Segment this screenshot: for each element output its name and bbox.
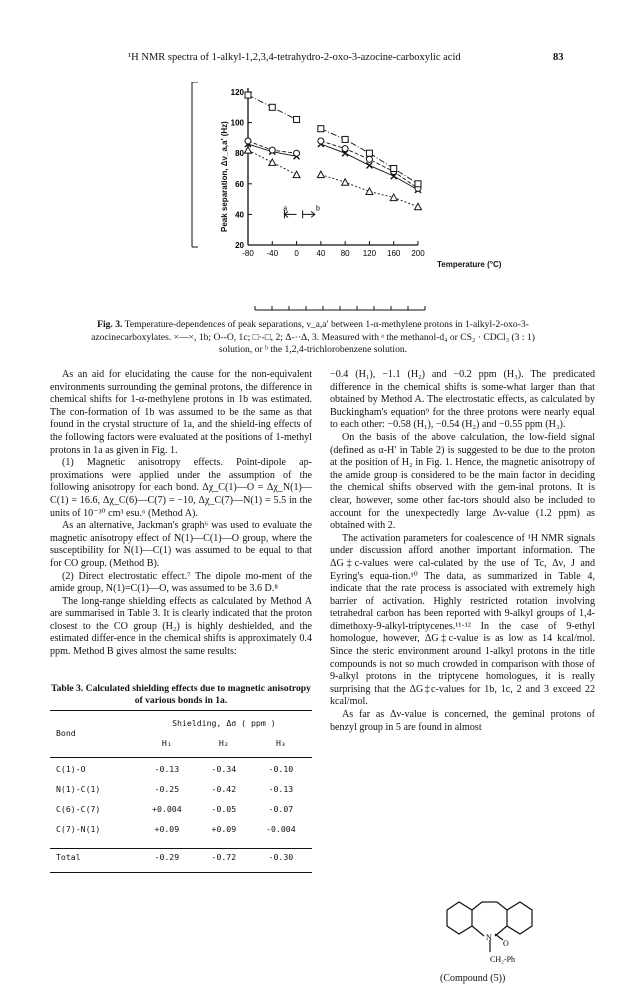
figure-caption-text: Temperature-dependences of peak separations, ν_a,a′ between 1-α-methylene protons in 1-alkyl-2-oxo-3-azocinecarboxylates. ×—×, 1b; O--O, 1c; □·-□, 2; Δ-··Δ, 3. Measured with ᵃ the methanol-d₄ or CS₂ · CDCl₃ (3 : 1) solution, or ᵇ the 1,2,4-trichlorobenzene solution. [91,319,535,355]
table-row [50,799,312,819]
data-point-square [342,136,348,142]
nitrogen-label: N [486,933,492,942]
data-point-circle [269,147,275,153]
data-point-circle [294,150,300,156]
bond [497,902,507,910]
y-tick-label: 100 [230,118,244,128]
right-column [330,369,595,734]
bond [472,902,482,910]
data-point-circle [342,146,348,152]
table-total-row [50,847,312,867]
value-cell: -0.10 [268,764,294,774]
paragraph: On the basis of the above calculation, the low-field signal (defined as α-H′ in Table 2) is suggested to be due to the proton at the position of H₂ in Fig. 1. Hence, the magnetic anisotropy of the amide group is considered to be the main factor in deciding the chemical shifts observed with the gem-inal protons. It is clear, however, some other fac-tors should also be included to account for the unexpectedly large Δν-value (1.2 ppm) as obtained with 2. [330,431,595,532]
annotation-b-label: b [316,205,320,213]
bond-cell: C(6)-C(7) [56,804,101,814]
temperature-dependence-chart [180,82,430,337]
oxygen-label: O [503,939,509,948]
table-top-rule [50,710,312,711]
value-cell: -0.05 [211,804,237,814]
right-benzene-ring [507,902,532,934]
shielding-table [50,713,312,867]
value-cell: +0.09 [211,824,237,834]
data-point-square [391,166,397,172]
x-tick-label: 160 [387,249,401,258]
paragraph: −0.4 (H₁), −1.1 (H₂) and −0.2 ppm (H₃). The predicated difference in the chemical shifts is some-what larger than that obtained by Method A. The electrostatic effects, as calculated by Buckingham's equation⁹ for the three protons were nearly equal to each other: −0.58 (H₁), −0.54 (H₂) and −0.55 ppm (H₃). [330,369,595,431]
chart-y-axis-label: Peak separation, Δν_a,a′ (Hz) [220,121,229,232]
table-row [50,779,312,799]
benzyl-label: CH₂-Ph [490,955,516,964]
table-bottom-rule [50,872,312,873]
total-cell: -0.30 [268,852,294,862]
paragraph: (2) Direct electrostatic effect.⁷ The dipole mo-ment of the amide group, N(1)=C(1)—O, was assumed to be 3.6 D.⁸ [50,570,312,595]
table-caption: Table 3. Calculated shielding effects due to magnetic anisotropy of various bonds in 1a. [51,683,311,706]
data-point-triangle [269,159,276,166]
value-cell: +0.004 [152,804,182,814]
bond [472,926,484,936]
data-point-square [245,92,251,98]
bond-cell: N(1)-C(1) [56,784,101,794]
x-tick-label: 0 [294,249,299,258]
table-header-rule [50,757,312,758]
bond-cell: C(7)-N(1) [56,824,101,834]
data-point-square [366,150,372,156]
paragraph: The long-range shielding effects as calculated by Method A are summarised in Table 3. It is clearly indicated that the proton closest to the CO group (H₂) is highly deshielded, and the estimated differ-ence in the chemical shifts is approximately 0.4 ppm. Method B gives almost the same results: [50,595,312,658]
x-tick-label: -40 [266,249,279,258]
left-column [50,369,312,659]
data-point-triangle [366,188,373,195]
paragraph: As an alternative, Jackman's graph⁶ was used to evaluate the magnetic anisotropy effect of N(1)—C(1)—O group, where the susceptibility for N(1)—C(1) was assumed to be equal to that for CO group. (Method B). [50,520,312,569]
annotation-b-arrow [303,210,315,218]
data-point-square [318,126,324,132]
y-tick-label: 20 [235,241,244,250]
y-tick-label: 40 [235,210,244,220]
paragraph: As far as Δν-value is concerned, the geminal protons of benzyl group in 5 are found in almost [330,709,595,733]
compound-ring-bonds [447,902,532,952]
value-cell: -0.004 [266,824,296,834]
value-cell: -0.34 [211,764,237,774]
value-cell: -0.13 [268,784,294,794]
x-tick-label: 80 [340,249,350,258]
x-tick-label: 200 [411,249,425,258]
value-cell: -0.42 [211,784,237,794]
y-tick-label: 60 [235,179,244,189]
x-tick-label: 40 [316,249,326,258]
x-tick-label: 120 [362,249,377,258]
compound-5-structure [435,892,560,970]
compound-caption: (Compound (5)) [440,973,506,984]
data-point-triangle [415,203,422,210]
page-number: 83 [553,52,564,63]
data-point-triangle [293,171,300,178]
left-benzene-ring [447,902,472,934]
data-point-x [366,162,372,168]
value-cell: +0.09 [154,824,180,834]
value-cell: -0.07 [268,804,294,814]
table-row [50,819,312,839]
shielding-header: Shielding, Δσ ( ppm ) [172,718,276,728]
figure-caption [79,319,547,357]
data-point-triangle [390,194,397,201]
paragraph: As an aid for elucidating the cause for the non-equivalent environments surrounding the geminal protons, the difference in chemical shifts for 1-α-methylene protons in 1b was estimated. The con-formation of 1b was assumed to be the same as that found in the crystal structure of 1a, and the shield-ing effects of the following factors were evaluated at the positions of 1-methyl protons in 1a as given in Fig. 1. [50,369,312,456]
data-point-circle [366,156,372,162]
value-cell: -0.13 [154,764,180,774]
data-point-triangle [342,179,349,186]
data-point-square [415,181,421,187]
table-row [50,759,312,779]
total-cell: -0.72 [211,852,237,862]
total-label: Total [56,852,81,862]
h1-header: H₁ [161,738,172,748]
data-point-triangle [317,171,324,178]
paragraph: (1) Magnetic anisotropy effects. Point-dipole ap-proximations were applied under the assumption of the following anisotropy for each bond. Δχ_C(1)—O = Δχ_N(1)—C(1) = 16.6, Δχ_C(6)—C(7) = −10, Δχ_C(7)—N(1) = 5.5 in the units of 10⁻³⁰ cm³ esu.⁶ (Method A). [50,457,312,519]
data-point-triangle [245,147,252,154]
bond [495,926,507,936]
annotation-a-label: a [283,205,288,213]
data-point-square [269,104,275,110]
y-tick-label: 80 [235,149,244,159]
bond [495,934,503,940]
bond-cell: C(1)-O [56,764,86,774]
figure-caption-label: Fig. 3. [97,319,123,330]
chart-x-axis-label: Temperature (°C) [437,260,502,269]
value-cell: -0.25 [154,784,180,794]
y-tick-label: 120 [230,88,244,97]
data-point-circle [318,138,324,144]
h3-header: H₃ [275,738,286,748]
x-tick-label: -80 [242,249,254,258]
bond-header: Bond [56,728,76,738]
data-point-circle [245,138,251,144]
h2-header: H₂ [218,738,229,748]
paragraph: The activation parameters for coalescence of ¹H NMR signals under discussion afford another important information. The ΔG‡c-values were cal-culated by the use of Tc, Δν, J and Eyring's equa-tion.¹⁰ The data, as summarized in Table 4, indicate that the rate process is associated with extremely high barrier of activation. Highly restricted rotation involving tetrahedral carbon has been reported with 9-alkyl groups of 1,4-dimethoxy-9-alkyl-triptycenes.¹¹·¹² In the case of 9-ethyl homologue, however, ΔG‡c-value is as low as 14 kcal/mol. Since the steric environment around 1-alkyl protons in the title compounds is not so much crowded in comparison with those of 9-alkyl protons in the triptycene homologues, it is really surprising that the ΔG‡c-values for 1b, 1c, 2 and 3 exceed 22 kcal/mol. [330,532,595,708]
total-cell: -0.29 [154,852,180,862]
running-head-title: ¹H NMR spectra of 1-alkyl-1,2,3,4-tetrahydro-2-oxo-3-azocine-carboxylic acid [128,52,461,63]
data-point-square [294,117,300,123]
table-total-rule [50,848,312,849]
